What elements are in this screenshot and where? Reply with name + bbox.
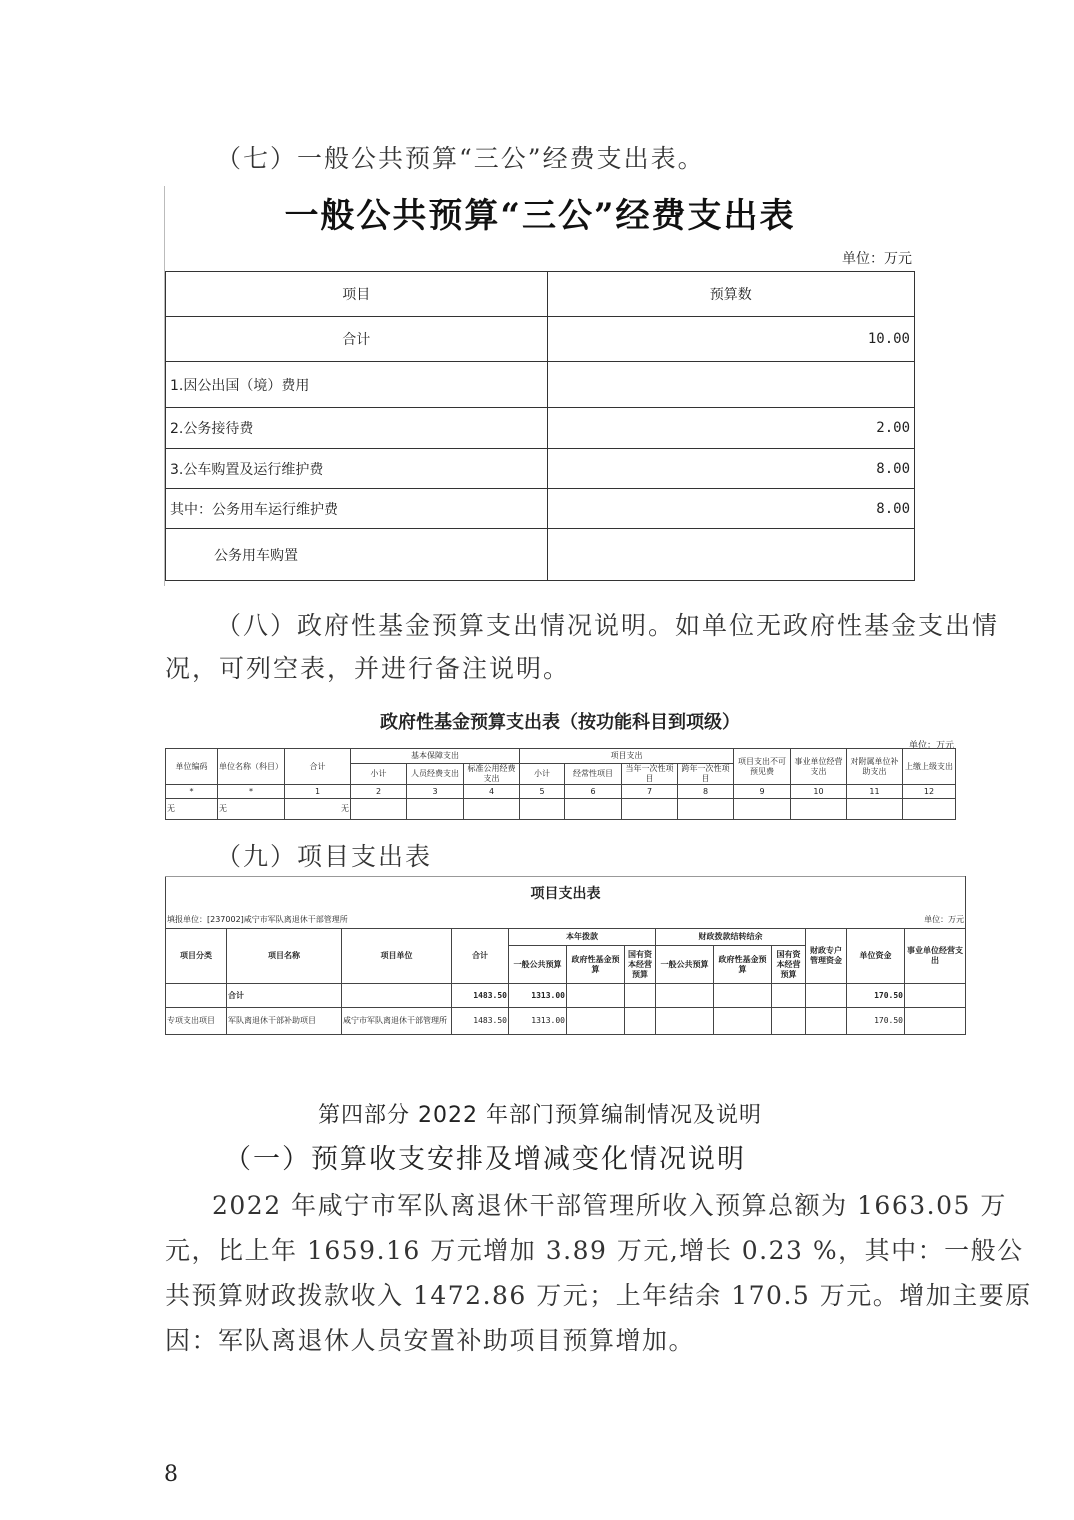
header-amount: 预算数	[547, 272, 915, 317]
header-sub: 一般公共预算	[509, 946, 567, 984]
header-own: 单位资金	[847, 929, 905, 984]
index-cell: 8	[678, 785, 734, 799]
header-item: 项目	[166, 272, 548, 317]
empty-cell	[625, 984, 656, 1008]
index-cell: 5	[520, 785, 565, 799]
unit-label: 单位：万元	[806, 912, 966, 929]
row-value: 8.00	[547, 489, 915, 529]
table-title: 政府性基金预算支出表（按功能科目到项级）	[380, 712, 740, 733]
empty-cell	[351, 799, 407, 820]
row-label: 其中：公务用车运行维护费	[166, 489, 548, 529]
header-unit: 项目单位	[342, 929, 452, 984]
header-sub: 一般公共预算	[656, 946, 714, 984]
body-line: 元，比上年 1659.16 万元增加 3.89 万元,增长 0.23 %，其中：一般公	[165, 1236, 1024, 1265]
index-cell: 10	[791, 785, 847, 799]
row-label: 合计	[166, 317, 548, 362]
body-line: 2022 年咸宁市军队离退休干部管理所收入预算总额为 1663.05 万	[212, 1191, 1007, 1220]
part-heading: 第四部分 2022 年部门预算编制情况及说明	[318, 1103, 762, 1128]
page-number: 8	[164, 1462, 178, 1487]
header-basic-sub: 小计	[351, 764, 407, 785]
row-value: 10.00	[547, 317, 915, 362]
index-cell: 9	[734, 785, 791, 799]
filler-label: 填报单位：[237002]咸宁市军队离退休干部管理所	[166, 912, 806, 929]
header-project-sub: 当年一次性项目	[622, 764, 678, 785]
header-sub: 政府性基金预算	[714, 946, 772, 984]
header-business: 事业单位经营支出	[905, 929, 966, 984]
row-own: 170.50	[847, 1008, 905, 1035]
empty-cell	[806, 984, 847, 1008]
header-upper: 上缴上级支出	[903, 749, 956, 785]
total-label: 合计	[227, 984, 342, 1008]
empty-cell	[714, 1008, 772, 1035]
empty-cell	[678, 799, 734, 820]
header-special: 财政专户管理资金	[806, 929, 847, 984]
empty-cell	[407, 799, 464, 820]
header-category: 项目分类	[166, 929, 227, 984]
header-sub: 政府性基金预算	[567, 946, 625, 984]
header-total: 合计	[452, 929, 509, 984]
index-cell: *	[166, 785, 218, 799]
index-cell: 2	[351, 785, 407, 799]
total-amount: 1483.50	[452, 984, 509, 1008]
empty-cell	[622, 799, 678, 820]
index-cell: 3	[407, 785, 464, 799]
row-value: 8.00	[547, 449, 915, 489]
row-name: 军队离退休干部补助项目	[227, 1008, 342, 1035]
body-line: 因：军队离退休人员安置补助项目预算增加。	[165, 1326, 696, 1355]
row-label: 公务用车购置	[166, 529, 548, 581]
data-name: 无	[218, 799, 285, 820]
empty-cell	[772, 1008, 806, 1035]
table-title: 一般公共预算“三公”经费支出表	[284, 196, 796, 236]
header-basic-sub: 标准公用经费支出	[464, 764, 520, 785]
row-unit: 咸宁市军队离退休干部管理所	[342, 1008, 452, 1035]
header-business: 事业单位经营支出	[791, 749, 847, 785]
empty-cell	[903, 799, 956, 820]
empty-cell	[342, 984, 452, 1008]
empty-cell	[656, 984, 714, 1008]
empty-cell	[520, 799, 565, 820]
empty-cell	[464, 799, 520, 820]
empty-cell	[734, 799, 791, 820]
empty-cell	[166, 984, 227, 1008]
header-project-sub: 经常性项目	[565, 764, 622, 785]
row-label: 1.因公出国（境）费用	[166, 362, 548, 408]
row-label: 3.公车购置及运行维护费	[166, 449, 548, 489]
empty-cell	[567, 984, 625, 1008]
row-category: 专项支出项目	[166, 1008, 227, 1035]
empty-cell	[625, 1008, 656, 1035]
row-value: 2.00	[547, 408, 915, 449]
table-title: 项目支出表	[166, 877, 966, 912]
section-heading-7: （七）一般公共预算“三公”经费支出表。	[216, 144, 705, 173]
empty-cell	[565, 799, 622, 820]
empty-cell	[847, 799, 903, 820]
header-subsidy: 对附属单位补助支出	[847, 749, 903, 785]
index-cell: *	[218, 785, 285, 799]
empty-cell	[905, 984, 966, 1008]
header-code: 单位编码	[166, 749, 218, 785]
section-heading-8-line1: （八）政府性基金预算支出情况说明。如单位无政府性基金支出情	[216, 611, 1000, 640]
empty-cell	[772, 984, 806, 1008]
unit-label: 单位：万元	[908, 741, 954, 751]
row-general: 1313.00	[509, 1008, 567, 1035]
header-name: 项目名称	[227, 929, 342, 984]
header-basic: 基本保障支出	[351, 749, 520, 764]
header-project-sub: 跨年一次性项目	[678, 764, 734, 785]
header-basic-sub: 人员经费支出	[407, 764, 464, 785]
section-heading-9: （九）项目支出表	[216, 842, 433, 871]
subsection-heading: （一）预算收支安排及增减变化情况说明	[224, 1144, 746, 1175]
empty-cell	[714, 984, 772, 1008]
total-own: 170.50	[847, 984, 905, 1008]
empty-cell	[656, 1008, 714, 1035]
data-code: 无	[166, 799, 218, 820]
header-sub: 国有资本经营预算	[772, 946, 806, 984]
header-carry: 财政拨款结转结余	[656, 929, 806, 946]
header-noncut: 项目支出不可预见费	[734, 749, 791, 785]
empty-cell	[567, 1008, 625, 1035]
gov-fund-expense-table	[165, 748, 956, 820]
row-total: 1483.50	[452, 1008, 509, 1035]
section-heading-8-line2: 况，可列空表，并进行备注说明。	[165, 654, 571, 683]
header-total: 合计	[285, 749, 351, 785]
row-value	[547, 362, 915, 408]
row-value	[547, 529, 915, 581]
index-cell: 12	[903, 785, 956, 799]
index-cell: 7	[622, 785, 678, 799]
empty-cell	[806, 1008, 847, 1035]
index-cell: 6	[565, 785, 622, 799]
empty-cell	[905, 1008, 966, 1035]
header-name: 单位名称（科目）	[218, 749, 285, 785]
header-sub: 国有资本经营预算	[625, 946, 656, 984]
header-project: 项目支出	[520, 749, 734, 764]
index-cell: 4	[464, 785, 520, 799]
empty-cell	[791, 799, 847, 820]
row-label: 2.公务接待费	[166, 408, 548, 449]
header-current: 本年拨款	[509, 929, 656, 946]
index-cell: 11	[847, 785, 903, 799]
data-total: 无	[285, 799, 351, 820]
total-general: 1313.00	[509, 984, 567, 1008]
body-line: 共预算财政拨款收入 1472.86 万元；上年结余 170.5 万元。增加主要原	[165, 1281, 1032, 1310]
project-expense-table	[165, 876, 966, 1035]
index-cell: 1	[285, 785, 351, 799]
header-project-sub: 小计	[520, 764, 565, 785]
unit-label: 单位：万元	[842, 251, 912, 267]
three-public-expense-table	[165, 271, 915, 581]
